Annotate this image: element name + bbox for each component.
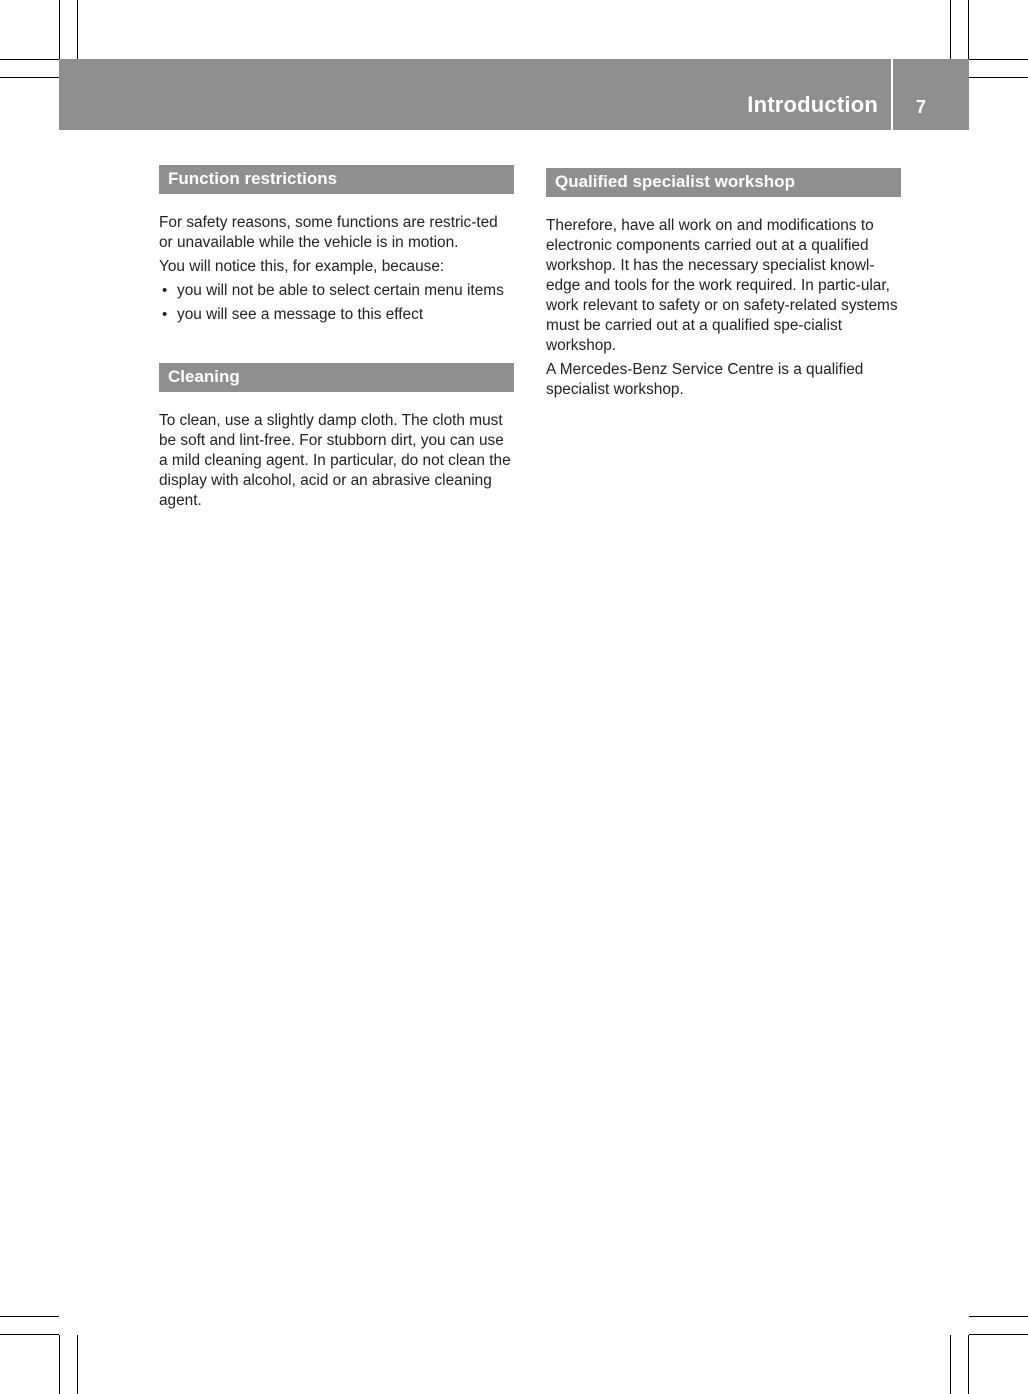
section-heading: Qualified specialist workshop [546, 168, 901, 197]
section-body [159, 213, 514, 325]
crop-mark [59, 0, 60, 59]
section-body [159, 411, 514, 511]
list-item-text: you will not be able to select certain menu items [177, 282, 504, 299]
crop-mark [77, 1335, 78, 1394]
page-number: 7 [916, 97, 927, 117]
crop-mark [968, 0, 969, 59]
bullet-icon: • [162, 306, 168, 323]
crop-mark [77, 0, 78, 59]
section-cleaning [159, 363, 514, 511]
crop-mark [969, 1334, 1028, 1335]
section-qualified-workshop [546, 168, 901, 400]
crop-mark [0, 1334, 59, 1335]
crop-mark [0, 77, 59, 78]
crop-mark [969, 1316, 1028, 1317]
list-item [159, 305, 514, 325]
crop-mark [969, 59, 1028, 60]
bullet-icon: • [162, 282, 168, 299]
left-column [159, 165, 514, 515]
section-body [546, 216, 901, 400]
paragraph: Therefore, have all work on and modifications to electronic components carried out at a qualified workshop. It has the necessary specialist knowl-edge and tools for the work required. In partic-ular, work relevant to safety or on safety-related systems must be carried out at a qualified spe-cialist workshop. [546, 217, 898, 354]
paragraph: You will notice this, for example, because: [159, 258, 445, 275]
section-heading: Function restrictions [159, 165, 514, 194]
header-divider [891, 59, 893, 130]
crop-mark [59, 1335, 60, 1394]
crop-mark [968, 1335, 969, 1394]
paragraph: For safety reasons, some functions are restric-ted or unavailable while the vehicle is in motion. [159, 214, 498, 251]
section-function-restrictions [159, 165, 514, 325]
crop-mark [950, 0, 951, 59]
chapter-title: Introduction [747, 92, 878, 117]
crop-mark [950, 1335, 951, 1394]
list-item-text: you will see a message to this effect [177, 306, 424, 323]
crop-mark [0, 59, 59, 60]
crop-mark [0, 1316, 59, 1317]
bullet-list [159, 281, 514, 325]
right-column [546, 168, 901, 404]
paragraph: To clean, use a slightly damp cloth. The cloth must be soft and lint-free. For stubborn dirt, you can use a mild cleaning agent. In particular, do not clean the display with alcohol, acid or an abrasive cleaning agent. [159, 412, 511, 509]
crop-mark [969, 77, 1028, 78]
paragraph: A Mercedes-Benz Service Centre is a qualified specialist workshop. [546, 361, 864, 398]
section-heading: Cleaning [159, 363, 514, 392]
list-item [159, 281, 514, 301]
